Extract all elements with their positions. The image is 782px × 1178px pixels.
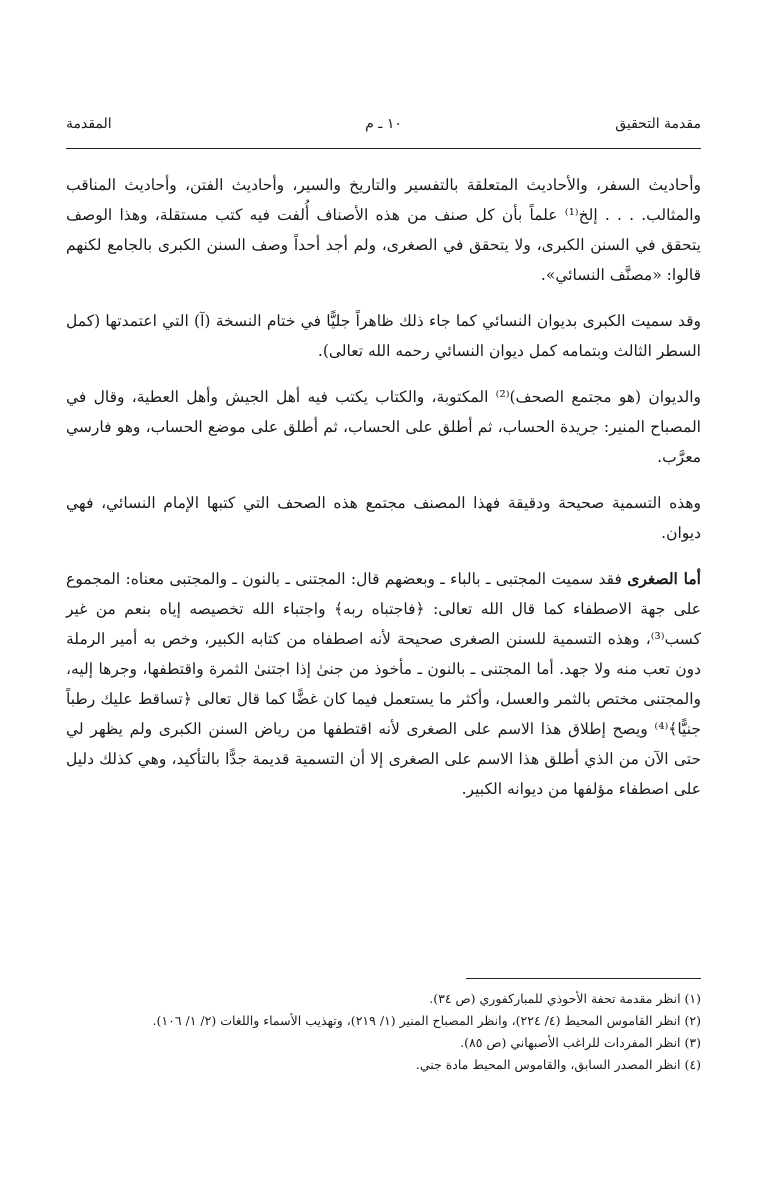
paragraph-3: والديوان (هو مجتمع الصحف)⁽²⁾ المكتوبة، والكتاب يكتب فيه أهل الجيش وأهل العطية، وقال في المصباح المنير: جريدة الحساب، ثم أطلق على الحساب، ثم أطلق على موضع الحساب، وهو فارسي معرَّب. xyxy=(66,388,701,466)
running-header xyxy=(66,116,701,138)
paragraph-5-lead: أما الصغرى xyxy=(627,569,701,588)
paragraph-1: وأحاديث السفر، والأحاديث المتعلقة بالتفسير والتاريخ والسير، وأحاديث الفتن، وأحاديث المناقب والمثالب. . . . إلخ⁽¹⁾ علماً بأن كل صنف من هذه الأصناف أُلفت فيه كتب مستقلة، وهذا الوصف يتحقق في السنن الكبرى، ولا يتحقق في الصغرى، ولم أجد أحداً وصف السنن الكبرى بالجامع لكنهم قالوا: «مصنَّف النسائي». xyxy=(66,176,701,284)
paragraph-5-text: فقد سميت المجتبى ـ بالباء ـ وبعضهم قال: المجتنى ـ بالنون ـ والمجتبى معناه: المجموع على جهة الاصطفاء كما قال الله تعالى: ﴿فاجتباه ربه﴾ واجتباء الله تخصيصه إياه بنعم من غير كسب⁽³⁾، وهذه التسمية للسنن الصغرى صحيحة لأنه اصطفاه من كتابه الكبير، وخص به أمير الرملة دون تعب منه ولا جهد. أما المجتنى ـ بالنون ـ مأخوذ من جنىٰ إذا اجتنىٰ الثمرة واقتطفها، وجرها إليه، والمجتنى مختص بالثمر والعسل، وأكثر ما يستعمل فيما كان غضًّا كما قال تعالى ﴿تساقط عليك رطباً جنيًّا﴾⁽⁴⁾ ويصح إطلاق هذا الاسم على الصغرى لأنه اقتطفها من رياض السنن الكبرى ولم يظهر لي حتى الآن من الذي أطلق هذا الاسم على الصغرى إلا أن التسمية قديمة جدًّا بالتأكيد، وهي كذلك دليل على اصطفاء مؤلفها من ديوانه الكبير. xyxy=(66,570,701,798)
footnotes xyxy=(66,988,701,1076)
footnote-1: (١) انظر مقدمة تحفة الأحوذي للمباركفوري (ص ٣٤). xyxy=(429,991,701,1006)
header-chapter-title: المقدمة xyxy=(66,116,112,132)
footnote-2: (٢) انظر القاموس المحيط (٤/ ٢٢٤)، وانظر المصباح المنير (١/ ٢١٩)، وتهذيب الأسماء واللغات (٢/ ١/ ١٠٦). xyxy=(152,1013,701,1028)
header-divider xyxy=(66,148,701,149)
footnote-divider xyxy=(466,978,701,979)
paragraph-4: وهذه التسمية صحيحة ودقيقة فهذا المصنف مجتمع هذه الصحف التي كتبها الإمام النسائي، فهي ديوان. xyxy=(66,494,701,542)
footnote-4: (٤) انظر المصدر السابق، والقاموس المحيط مادة جني. xyxy=(415,1057,701,1072)
paragraph-5 xyxy=(66,564,701,804)
header-page-number: ١٠ ـ م xyxy=(365,116,402,132)
footnote-3: (٣) انظر المفردات للراغب الأصبهاني (ص ٨٥). xyxy=(460,1035,701,1050)
paragraph-2: وقد سميت الكبرى بديوان النسائي كما جاء ذلك ظاهراً جليًّا في ختام النسخة (آ) التي اعتمدتها (كمل السطر الثالث وبتمامه كمل ديوان النسائي رحمه الله تعالى). xyxy=(66,312,701,360)
main-text xyxy=(66,170,701,820)
header-section-title: مقدمة التحقيق xyxy=(615,116,701,132)
